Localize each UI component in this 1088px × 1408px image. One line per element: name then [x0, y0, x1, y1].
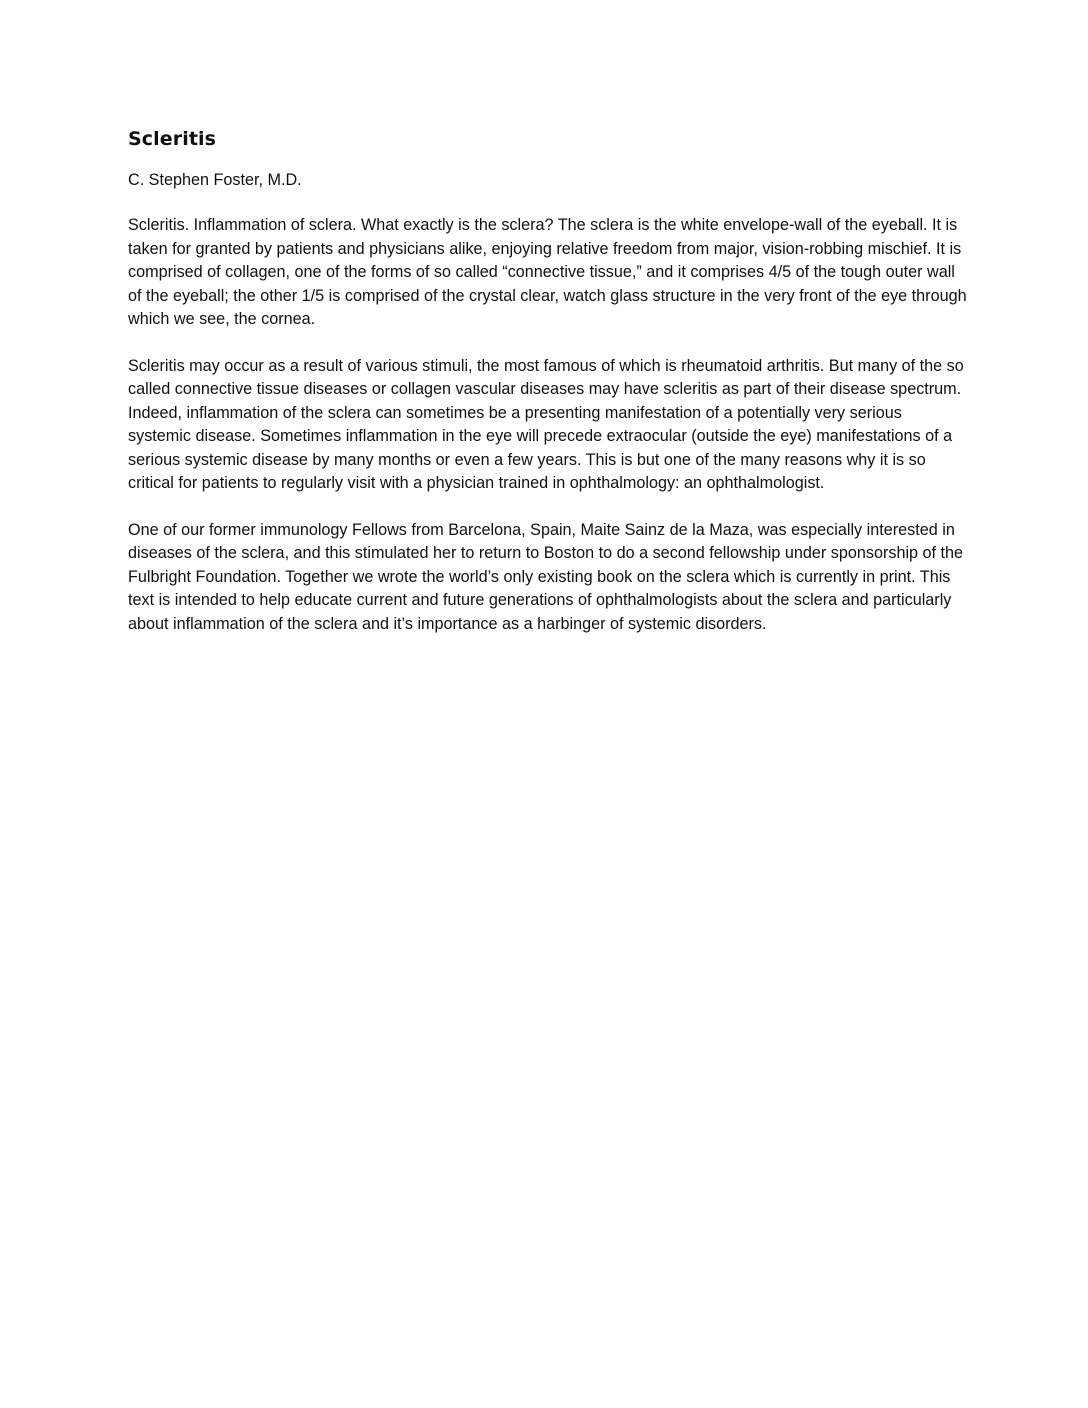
paragraph-3: One of our former immunology Fellows from Barcelona, Spain, Maite Sainz de la Maza, was especially interested in diseases of the sclera, and this stimulated her to return to Boston to do a second fellowship under sponsorship of the Fulbright Foundation. Together we wrote the world’s only existing book on the sclera which is currently in print. This text is intended to help educate current and future generations of ophthalmologists about the sclera and particularly about inflammation of the sclera and it’s importance as a harbinger of systemic disorders.	[128, 520, 964, 633]
document-title: Scleritis	[128, 128, 217, 150]
paragraph-2: Scleritis may occur as a result of various stimuli, the most famous of which is rheumatoid arthritis. But many of the so called connective tissue diseases or collagen vascular diseases may have scleritis as part of their disease spectrum. Indeed, inflammation of the sclera can sometimes be a presenting manifestation of a potentially very serious systemic disease. Sometimes inflammation in the eye will precede extraocular (outside the eye) manifestations of a serious systemic disease by many months or even a few years. This is but one of the many reasons why it is so critical for patients to regularly visit with a physician trained in ophthalmology: an ophthalmologist.	[128, 356, 964, 492]
paragraph-1: Scleritis. Inflammation of sclera. What exactly is the sclera? The sclera is the white envelope-wall of the eyeball. It is taken for granted by patients and physicians alike, enjoying relative freedom from major, vision-robbing mischief. It is comprised of collagen, one of the forms of so called “connective tissue,” and it comprises 4/5 of the tough outer wall of the eyeball; the other 1/5 is comprised of the crystal clear, watch glass structure in the very front of the eye through which we see, the cornea.	[128, 216, 967, 328]
author-byline: C. Stephen Foster, M.D.	[128, 171, 302, 189]
document-body	[128, 126, 968, 659]
